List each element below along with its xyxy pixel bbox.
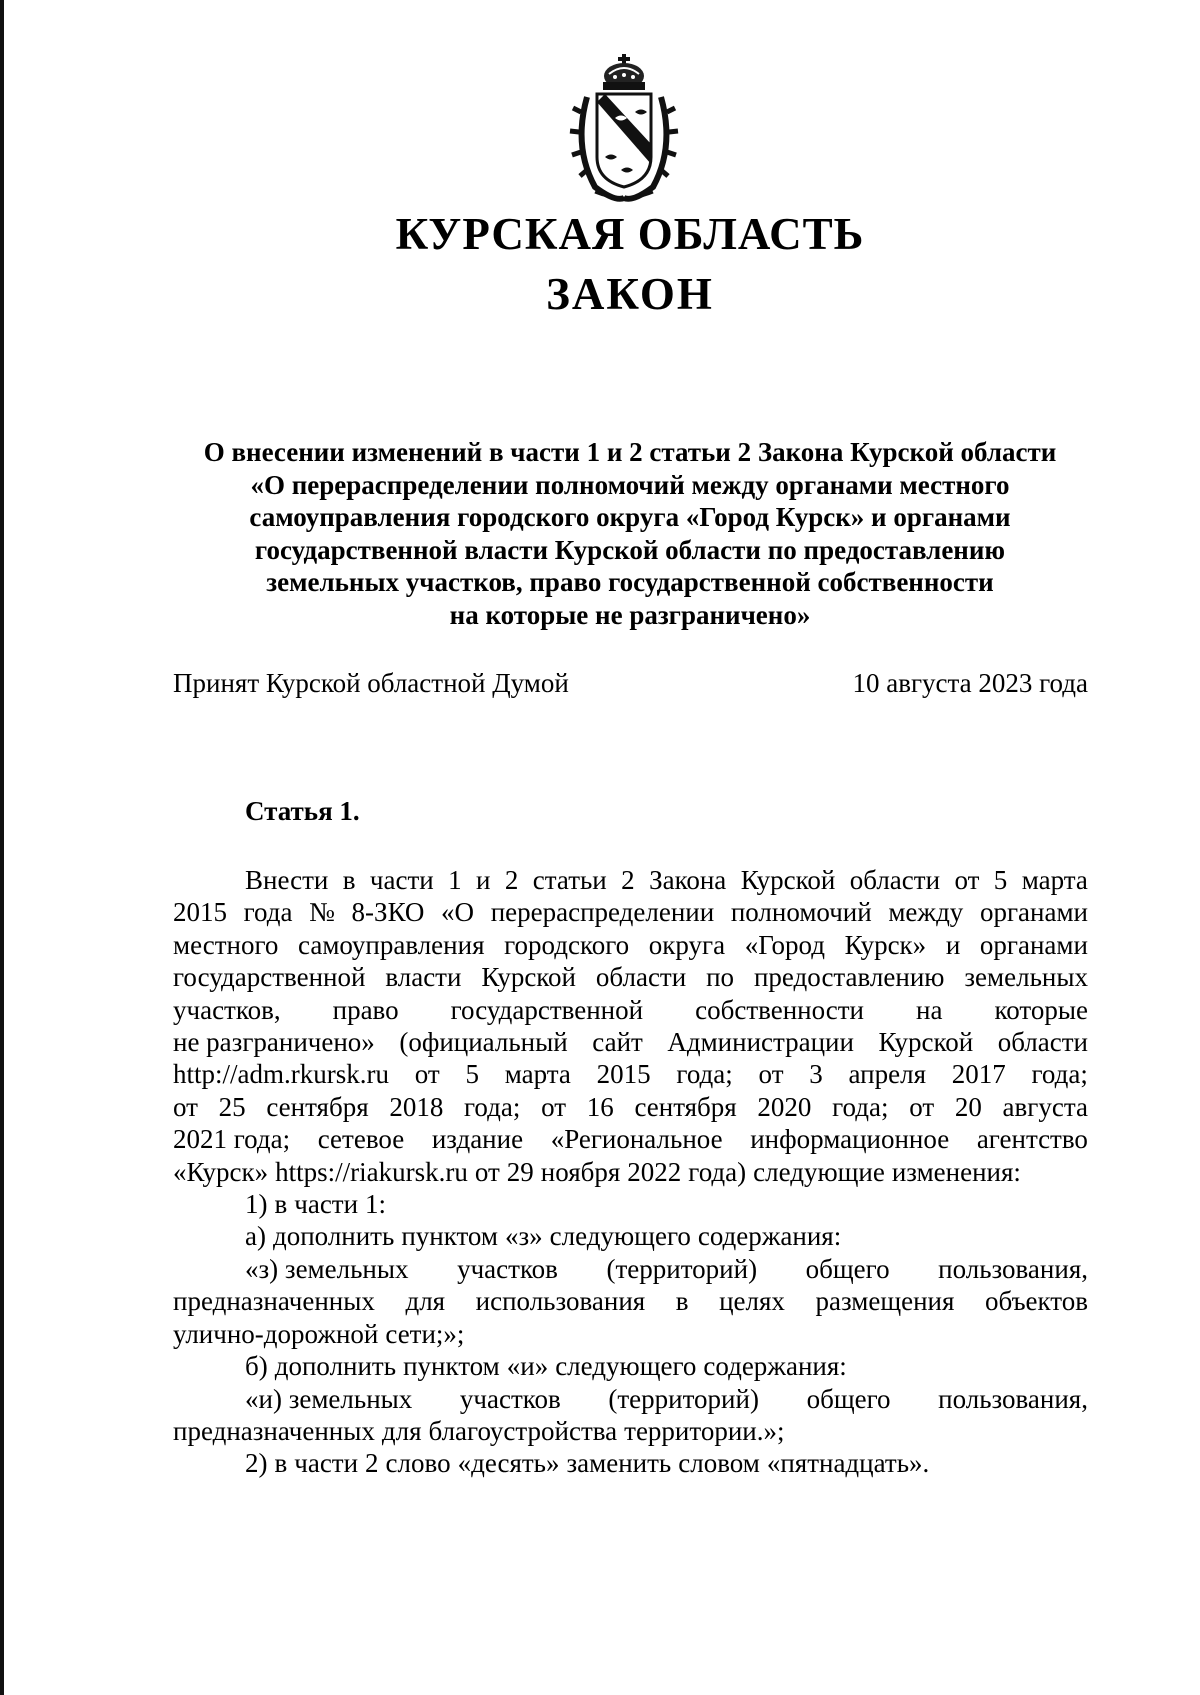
article-line bbox=[173, 1318, 1088, 1350]
law-title-line: земельных участков, право государственной собственности bbox=[266, 567, 994, 597]
article-word: от bbox=[758, 1059, 784, 1090]
article-word: 2015 bbox=[596, 1059, 651, 1090]
article-word: участков bbox=[459, 1383, 561, 1414]
article-line bbox=[173, 1156, 1088, 1188]
article-word: ноября bbox=[540, 1156, 621, 1187]
article-word: части bbox=[369, 865, 434, 895]
law-title bbox=[150, 436, 1110, 631]
article-word: общего bbox=[805, 1253, 890, 1284]
article-word: пользования, bbox=[938, 1383, 1088, 1414]
article-word: в bbox=[675, 1286, 689, 1317]
article-word: объектов bbox=[985, 1286, 1088, 1317]
adoption-line bbox=[173, 668, 1088, 699]
article-word: самоуправления bbox=[298, 929, 485, 960]
article-word: 2020 bbox=[757, 1091, 812, 1122]
article-word: 2 bbox=[621, 865, 635, 895]
adoption-date: 10 августа 2023 года bbox=[852, 668, 1088, 698]
article-word: которые bbox=[994, 994, 1088, 1025]
article-word: общего bbox=[806, 1383, 891, 1414]
article-word: 25 bbox=[218, 1091, 246, 1122]
article-word: предоставлению bbox=[753, 962, 945, 993]
article-word: 2018 bbox=[389, 1091, 444, 1122]
article-word: между bbox=[888, 897, 964, 928]
article-word: органами bbox=[979, 929, 1088, 960]
article-word: «пятнадцать». bbox=[766, 1448, 930, 1479]
article-word: предназначенных bbox=[173, 1286, 375, 1317]
article-word: в bbox=[274, 1189, 288, 1220]
article-word: заменить bbox=[566, 1448, 672, 1479]
article-word: 2022 bbox=[627, 1156, 682, 1187]
region-title: КУРСКАЯ ОБЛАСТЬ bbox=[395, 209, 865, 259]
article-line bbox=[173, 1091, 1088, 1123]
article-word: не разграничено» bbox=[173, 1027, 375, 1058]
article-word: Внести bbox=[245, 865, 329, 895]
article-word: государственной bbox=[173, 962, 366, 993]
article-word: Курской bbox=[740, 865, 836, 895]
article-word: содержания: bbox=[697, 1221, 842, 1252]
crown-icon bbox=[603, 54, 645, 90]
article-word: 1: bbox=[365, 1189, 387, 1220]
article-word: https://riakursk.ru bbox=[275, 1156, 468, 1187]
article-word: области bbox=[849, 865, 941, 895]
article-word: «з» bbox=[505, 1221, 543, 1252]
article-word: местного bbox=[173, 929, 279, 960]
article-word: года; bbox=[1031, 1059, 1088, 1090]
article-word: от bbox=[173, 1091, 198, 1122]
article-word: а) bbox=[245, 1221, 266, 1252]
article-word: 2017 bbox=[951, 1059, 1006, 1090]
article-word: в bbox=[274, 1448, 288, 1479]
article-word: Закона bbox=[649, 865, 727, 895]
article-word: для bbox=[405, 1286, 446, 1317]
article-body bbox=[173, 864, 1088, 1480]
article-word: августа bbox=[1002, 1091, 1088, 1122]
article-word: марта bbox=[1021, 865, 1088, 895]
article-line bbox=[173, 1188, 1088, 1220]
article-line bbox=[173, 1285, 1088, 1317]
article-word: «Курск» bbox=[173, 1156, 269, 1187]
article-word: округа bbox=[648, 929, 726, 960]
article-word: следующего bbox=[549, 1221, 691, 1252]
article-word: 29 bbox=[506, 1156, 534, 1187]
article-word: целях bbox=[719, 1286, 785, 1317]
article-line bbox=[173, 1058, 1088, 1090]
adopted-by: Принят Курской областной Думой bbox=[173, 668, 569, 698]
article-line bbox=[173, 1447, 1088, 1479]
article-word: «Город bbox=[744, 929, 825, 960]
article-word: года) bbox=[688, 1156, 747, 1187]
article-word: от bbox=[474, 1156, 500, 1187]
article-word: от bbox=[541, 1091, 567, 1122]
article-word: «з) земельных bbox=[245, 1253, 409, 1284]
article-word: области bbox=[997, 1027, 1088, 1058]
article-word: словом bbox=[678, 1448, 760, 1479]
article-word: территории.»; bbox=[624, 1415, 785, 1446]
article-word: сети;»; bbox=[385, 1318, 465, 1349]
article-word: сентября bbox=[266, 1091, 369, 1122]
article-word: земельных bbox=[964, 962, 1088, 993]
article-word: участков, bbox=[173, 994, 281, 1025]
article-word: собственности bbox=[695, 994, 865, 1025]
article-word: государственной bbox=[450, 994, 644, 1025]
article-word: от bbox=[954, 865, 980, 895]
article-line bbox=[173, 896, 1088, 928]
article-word: следующие bbox=[753, 1156, 885, 1187]
law-title-line: О внесении изменений в части 1 и 2 статьи 2 Закона Курской области bbox=[203, 437, 1057, 467]
article-line bbox=[173, 1383, 1088, 1415]
article-word: Администрации bbox=[667, 1027, 854, 1058]
article-word: пунктом bbox=[403, 1351, 500, 1382]
article-word: года; bbox=[832, 1091, 889, 1122]
article-heading: Статья 1. bbox=[245, 796, 360, 826]
law-title-line: государственной власти Курской области по предоставлению bbox=[254, 534, 1006, 565]
article-word: № bbox=[309, 897, 335, 928]
article-word: пунктом bbox=[401, 1221, 498, 1252]
article-word: размещения bbox=[815, 1286, 955, 1317]
article-line bbox=[173, 1253, 1088, 1285]
article-word: право bbox=[332, 994, 399, 1025]
article-line bbox=[173, 994, 1088, 1026]
article-word: (официальный bbox=[399, 1027, 568, 1058]
coat-of-arms-emblem bbox=[565, 52, 705, 202]
article-word: по bbox=[706, 962, 735, 993]
article-word: на bbox=[916, 994, 943, 1025]
article-word: в bbox=[342, 865, 356, 895]
article-word: изменения: bbox=[891, 1156, 1021, 1187]
article-word: 2) bbox=[245, 1448, 268, 1479]
article-word: 2 bbox=[504, 865, 519, 895]
article-word: 5 bbox=[993, 865, 1008, 895]
law-title-line: «О перераспределении полномочий между органами местного bbox=[250, 469, 1010, 500]
article-word: от bbox=[414, 1059, 440, 1090]
article-line bbox=[173, 1123, 1088, 1155]
article-line bbox=[173, 1415, 1088, 1447]
article-word: сайт bbox=[592, 1027, 643, 1058]
article-word: (территорий) bbox=[606, 1253, 758, 1284]
article-word: области bbox=[595, 962, 687, 993]
article-word: сетевое bbox=[317, 1124, 405, 1155]
article-word: марта bbox=[504, 1059, 571, 1090]
law-title-line: на которые не разграничено» bbox=[449, 599, 811, 630]
article-word: 2 bbox=[365, 1448, 379, 1479]
article-word: пользования, bbox=[938, 1253, 1088, 1284]
article-word: и bbox=[945, 929, 961, 960]
article-word: дополнить bbox=[274, 1351, 397, 1382]
article-word: Курск» bbox=[844, 929, 927, 960]
article-word: слово bbox=[385, 1448, 451, 1479]
article-word: 2021 года; bbox=[173, 1124, 291, 1155]
article-word: содержания: bbox=[703, 1351, 847, 1382]
article-word: 2015 bbox=[173, 897, 227, 928]
article-word: (территорий) bbox=[608, 1383, 759, 1414]
article-word: «десять» bbox=[457, 1448, 560, 1479]
article-word: б) bbox=[245, 1351, 268, 1382]
article-word: следующего bbox=[555, 1351, 697, 1382]
article-word: информационное bbox=[750, 1124, 950, 1155]
article-word: перераспределении bbox=[490, 897, 715, 928]
article-word: 8-ЗКО bbox=[351, 897, 425, 928]
article-word: части bbox=[294, 1189, 359, 1220]
article-line bbox=[173, 929, 1088, 961]
article-word: http://adm.rkursk.ru bbox=[173, 1059, 389, 1090]
article-word: полномочий bbox=[730, 897, 872, 928]
article-word: 1) bbox=[245, 1189, 268, 1220]
article-word: использования bbox=[475, 1286, 646, 1317]
article-word: апреля bbox=[848, 1059, 926, 1090]
article-word: для bbox=[381, 1415, 422, 1446]
article-word: года; bbox=[676, 1059, 733, 1090]
article-word: издание bbox=[431, 1124, 524, 1155]
article-word: 5 bbox=[465, 1059, 479, 1090]
article-word: Курской bbox=[878, 1027, 974, 1058]
article-word: и bbox=[476, 865, 491, 895]
article-word: «и) земельных bbox=[245, 1383, 413, 1414]
article-word: участков bbox=[457, 1253, 558, 1284]
article-line bbox=[173, 864, 1088, 896]
article-word: агентство bbox=[976, 1124, 1088, 1155]
article-word: предназначенных bbox=[173, 1415, 375, 1446]
article-word: 1 bbox=[448, 865, 462, 895]
article-line bbox=[173, 1220, 1088, 1252]
article-word: власти bbox=[385, 962, 462, 993]
article-word: благоустройства bbox=[428, 1415, 618, 1446]
article-word: «Региональное bbox=[550, 1124, 723, 1155]
article-word: городского bbox=[504, 929, 630, 960]
article-word: Курской bbox=[481, 962, 577, 993]
article-word: «и» bbox=[506, 1351, 549, 1382]
law-title-line: самоуправления городского округа «Город Курск» и органами bbox=[249, 502, 1011, 532]
article-word: статьи bbox=[532, 865, 607, 895]
article-word: дополнить bbox=[272, 1221, 395, 1252]
article-word: от bbox=[909, 1091, 935, 1122]
article-line bbox=[173, 961, 1088, 993]
document-type: ЗАКОН bbox=[546, 269, 714, 319]
article-word: 20 bbox=[954, 1091, 982, 1122]
article-word: «О bbox=[441, 897, 475, 928]
article-word: года bbox=[243, 897, 293, 928]
article-word: 16 bbox=[586, 1091, 614, 1122]
article-word: органами bbox=[979, 897, 1088, 928]
article-word: сентября bbox=[634, 1091, 737, 1122]
article-line bbox=[173, 1350, 1088, 1382]
article-word: 3 bbox=[809, 1059, 823, 1090]
article-line bbox=[173, 1026, 1088, 1058]
article-word: года; bbox=[464, 1091, 521, 1122]
article-word: улично-дорожной bbox=[173, 1318, 379, 1349]
article-word: части bbox=[294, 1448, 359, 1479]
